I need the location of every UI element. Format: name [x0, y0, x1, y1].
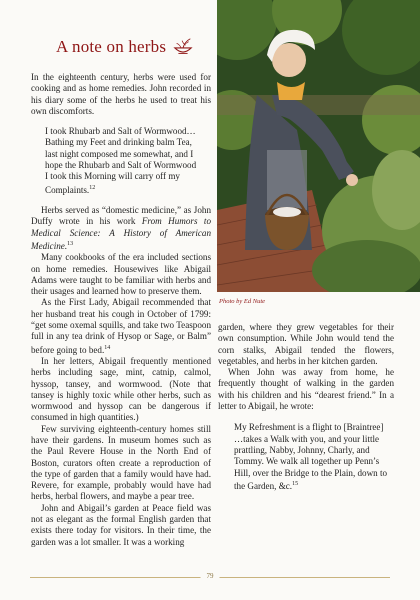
paragraph: As the First Lady, Abigail recommended that her husband treat his cough in October of 1799: “get some oxemal squills, and take two Teaspoon full in any tea drink of Hysop or Sage, or Balm” before going to bed.$^{14}$: [31, 297, 211, 355]
paragraph: John and Abigail’s garden at Peace field was not as elegant as the formal English garden that exists there today for visitors. In their time, the garden was a lot smaller. It was a working: [31, 502, 211, 547]
paragraph: Many cookbooks of the era included sections on home remedies. Housewives like Abigail Adams were taught to be familiar with herbs and their usages and learned how to preserve them.: [31, 252, 211, 297]
garden-photo: [217, 0, 420, 292]
paragraph: garden, where they grew vegetables for their own consumption. While John would tend the corn stalks, Abigail tended the flowers, vegetables, and herbs in her kitchen garden.: [218, 322, 394, 366]
paragraph: In the eighteenth century, herbs were used for cooking and as home remedies. John recorded in his diary some of the herbs he used to treat his own discomforts.: [31, 72, 211, 116]
paragraph: In her letters, Abigail frequently mentioned herbs including sage, mint, catnip, calmol, hyssop, tansey, and wormwood. (Note that tansey is highly toxic while other herbs, such as wormwood and hyssop can be dangerous if consumed in high quantities.): [31, 355, 211, 423]
page-number: 79: [201, 572, 220, 580]
herb-bowl-icon: [172, 36, 194, 58]
section-title: A note on herbs: [56, 37, 167, 56]
photo-caption: Photo by Ed Nute: [219, 298, 266, 305]
section-header: [56, 36, 194, 58]
right-column: [218, 322, 394, 492]
left-column: [31, 72, 211, 548]
paragraph: Few surviving eighteenth-century homes still have their gardens. In museum homes such as the Paul Revere House in the North End of Boston, curators often create a reproduction of the type of garden that a family would have had. Revere, for example, probably would have had herbs, herbal flowers, and maybe a pear tree.: [31, 423, 211, 502]
paragraph: When John was away from home, he frequently thought of walking in the garden with his children and his “dearest friend.” In a letter to Abigail, he wrote:: [218, 367, 394, 412]
letter-quote: My Refreshment is a flight to [Braintree] …takes a Walk with you, and your little prattling, Nabby, Johnny, Charly, and Tommy. We walk all together up Penn’s Hill, over the Bridge to the Plain, down to the Garden, &c.$^{15}$: [234, 422, 388, 491]
diary-quote: I took Rhubarb and Salt of Wormwood… Bathing my Feet and drinking balm Tea, last night composed me somewhat, and I hope the Rhubarb and Salt of Wormwood I took this Morning will carry off my Complaints.$^{12}$: [45, 126, 197, 195]
paragraph: Herbs served as “domestic medicine,” as John Duffy wrote in his work From Humors to Medical Science: A History of American Medicine.$^{13}$: [31, 205, 211, 251]
